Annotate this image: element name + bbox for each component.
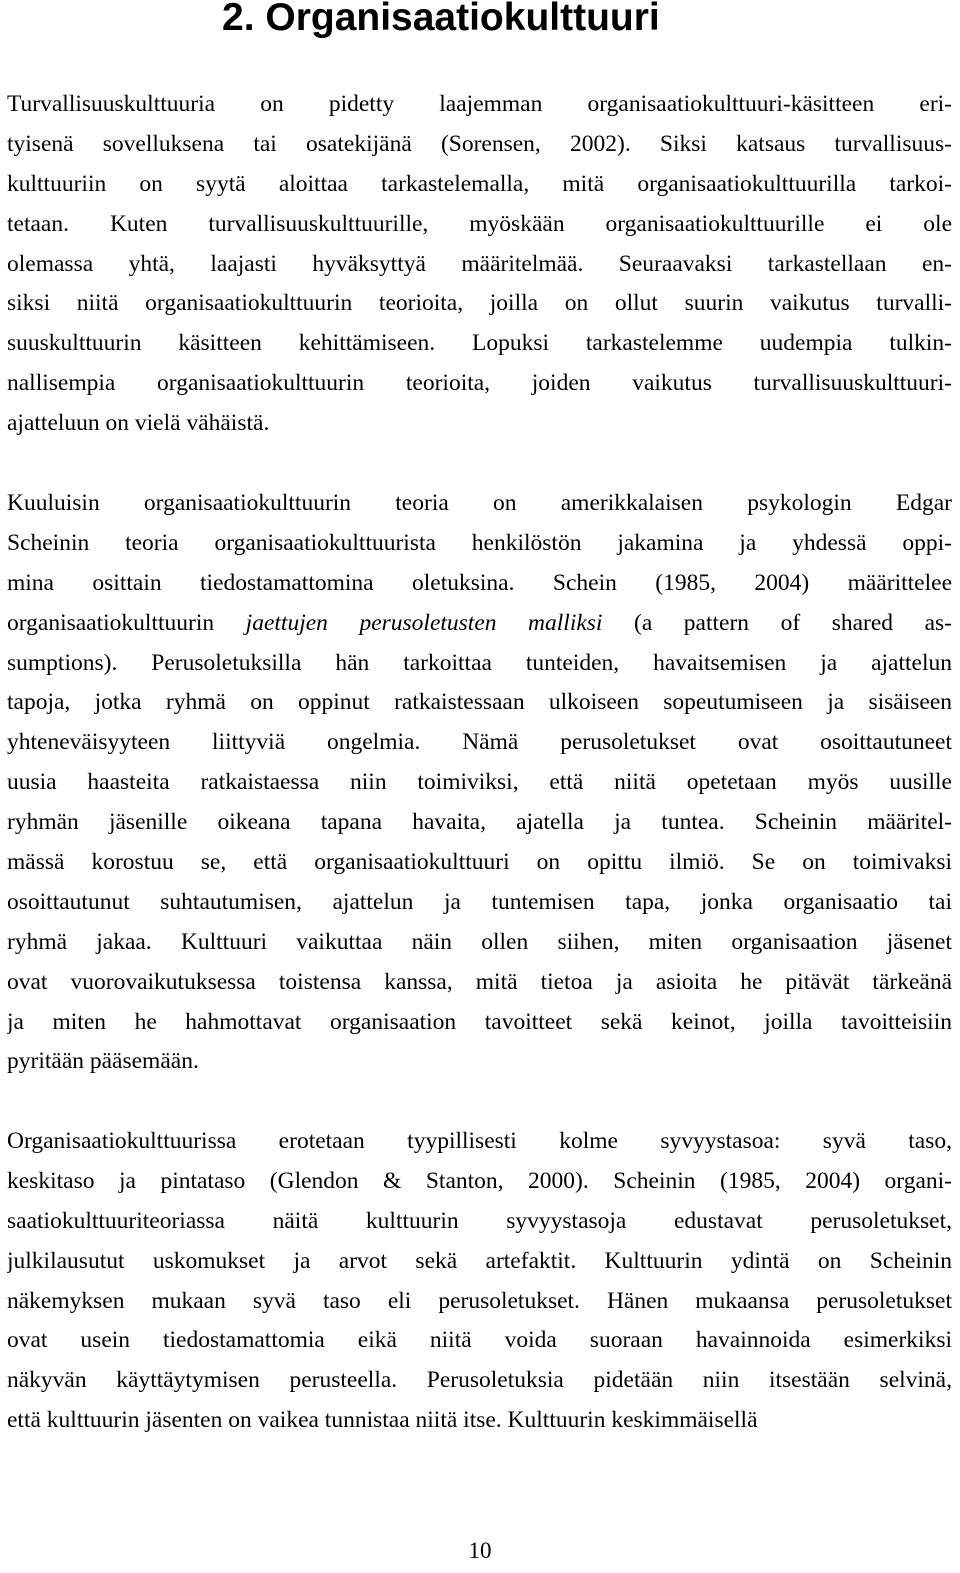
text-segment: tyisenä sovelluksena tai osatekijänä (Sorensen, 2002). Siksi katsaus turvallisuus- [7,130,952,157]
text-line [7,723,952,763]
text-line [7,284,952,324]
text-segment: yhteneväisyyteen liittyviä ongelmia. Nämä perusoletukset ovat osoittautuneet [7,729,952,756]
text-segment: sumptions). Perusoletuksilla hän tarkoittaa tunteiden, havaitsemisen ja ajattelun [7,649,952,676]
italic-term: jaettujen perusoletusten malliksi [245,609,603,636]
text-segment: suuskulttuurin käsitteen kehittämiseen. Lopuksi tarkastelemme uudempia tulkin- [7,330,952,357]
text-line [7,604,952,644]
text-line [7,524,952,564]
section-heading: 2. Organisaatiokulttuuri [222,0,660,39]
text-line [7,484,952,524]
text-line [7,404,952,444]
text-line [7,644,952,684]
text-segment: mina osittain tiedostamattomina oletuksina. Schein (1985, 2004) määrittelee [7,569,952,596]
text-segment: nallisempia organisaatiokulttuurin teorioita, joiden vaikutus turvallisuuskulttuuri- [7,370,952,397]
text-segment: organisaatiokulttuurin [7,609,246,636]
text-line [7,364,952,404]
text-segment: Turvallisuuskulttuuria on pidetty laajemman organisaatiokulttuuri-käsitteen eri- [7,91,952,117]
text-line [7,1242,952,1282]
text-segment: ajatteluun on vielä vähäistä. [7,410,270,437]
text-segment: julkilausutut uskomukset ja arvot sekä artefaktit. Kulttuurin ydintä on Scheinin [7,1247,952,1274]
text-line [7,923,952,963]
text-segment: uusia haasteita ratkaistaessa niin toimiviksi, että niitä opetetaan myös uusille [7,769,952,796]
text-line [7,763,952,803]
text-line [7,125,952,165]
page-number: 10 [468,1538,492,1563]
text-segment: Organisaatiokulttuurissa erotetaan tyypillisesti kolme syvyystasoa: syvä taso, [7,1128,952,1154]
text-segment: ja miten he hahmottavat organisaation tavoitteet sekä keinot, joilla tavoitteisiin [7,1008,952,1035]
text-segment: saatiokulttuuriteoriassa näitä kulttuurin syvyystasoja edustavat perusoletukset, [7,1207,952,1234]
text-line [7,1202,952,1242]
text-line [7,1162,952,1202]
text-segment: kulttuuriin on syytä aloittaa tarkastelemalla, mitä organisaatiokulttuurilla tarkoi- [7,170,952,197]
text-line [7,1401,952,1441]
text-segment: osoittautunut suhtautumisen, ajattelun ja tuntemisen tapa, jonka organisaatio tai [7,888,952,915]
text-segment: pyritään pääsemään. [7,1048,199,1075]
text-segment: ovat usein tiedostamattomia eikä niitä voida suoraan havainnoida esimerkiksi [7,1327,952,1354]
text-line [7,883,952,923]
text-segment: Scheinin teoria organisaatiokulttuurista henkilöstön jakamina ja yhdessä oppi- [7,529,952,556]
text-line [7,683,952,723]
text-line [7,324,952,364]
text-line [7,1003,952,1043]
text-line [7,245,952,285]
text-line [7,803,952,843]
paragraph-1 [7,85,952,444]
text-segment: näkyvän käyttäytymisen perusteella. Perusoletuksia pidetään niin itsestään selvinä, [7,1367,952,1394]
text-segment: Kuuluisin organisaatiokulttuurin teoria on amerikkalaisen psykologin Edgar [7,490,952,516]
text-segment: tetaan. Kuten turvallisuuskulttuurille, myöskään organisaatiokulttuurille ei ole [7,210,952,237]
text-line [7,85,952,125]
text-segment: keskitaso ja pintataso (Glendon & Stanton, 2000). Scheinin (1985, 2004) organi- [7,1167,952,1194]
text-line [7,165,952,205]
text-line [7,205,952,245]
paragraph-2 [7,484,952,1082]
text-segment: mässä korostuu se, että organisaatiokulttuuri on opittu ilmiö. Se on toimivaksi [7,849,952,876]
text-line [7,1361,952,1401]
text-line [7,1321,952,1361]
text-segment: ryhmä jakaa. Kulttuuri vaikuttaa näin ollen siihen, miten organisaation jäsenet [7,928,952,955]
text-segment: näkemyksen mukaan syvä taso eli perusoletukset. Hänen mukaansa perusoletukset [7,1287,952,1314]
paragraph-3 [7,1122,952,1441]
text-segment: olemassa yhtä, laajasti hyväksyttyä määritelmää. Seuraavaksi tarkastellaan en- [7,250,952,277]
text-line [7,1282,952,1322]
text-segment: (a pattern of shared as- [602,609,952,636]
text-segment: tapoja, jotka ryhmä on oppinut ratkaistessaan ulkoiseen sopeutumiseen ja sisäiseen [7,689,952,716]
text-line [7,1122,952,1162]
text-line [7,963,952,1003]
text-line [7,564,952,604]
text-segment: ryhmän jäsenille oikeana tapana havaita, ajatella ja tuntea. Scheinin määritel- [7,809,952,836]
text-segment: ovat vuorovaikutuksessa toistensa kanssa, mitä tietoa ja asioita he pitävät tärkeänä [7,968,952,995]
text-segment: että kulttuurin jäsenten on vaikea tunnistaa niitä itse. Kulttuurin keskimmäisellä [7,1407,758,1434]
text-segment: siksi niitä organisaatiokulttuurin teorioita, joilla on ollut suurin vaikutus turvalli- [7,290,952,317]
text-line [7,843,952,883]
text-line [7,1042,952,1082]
